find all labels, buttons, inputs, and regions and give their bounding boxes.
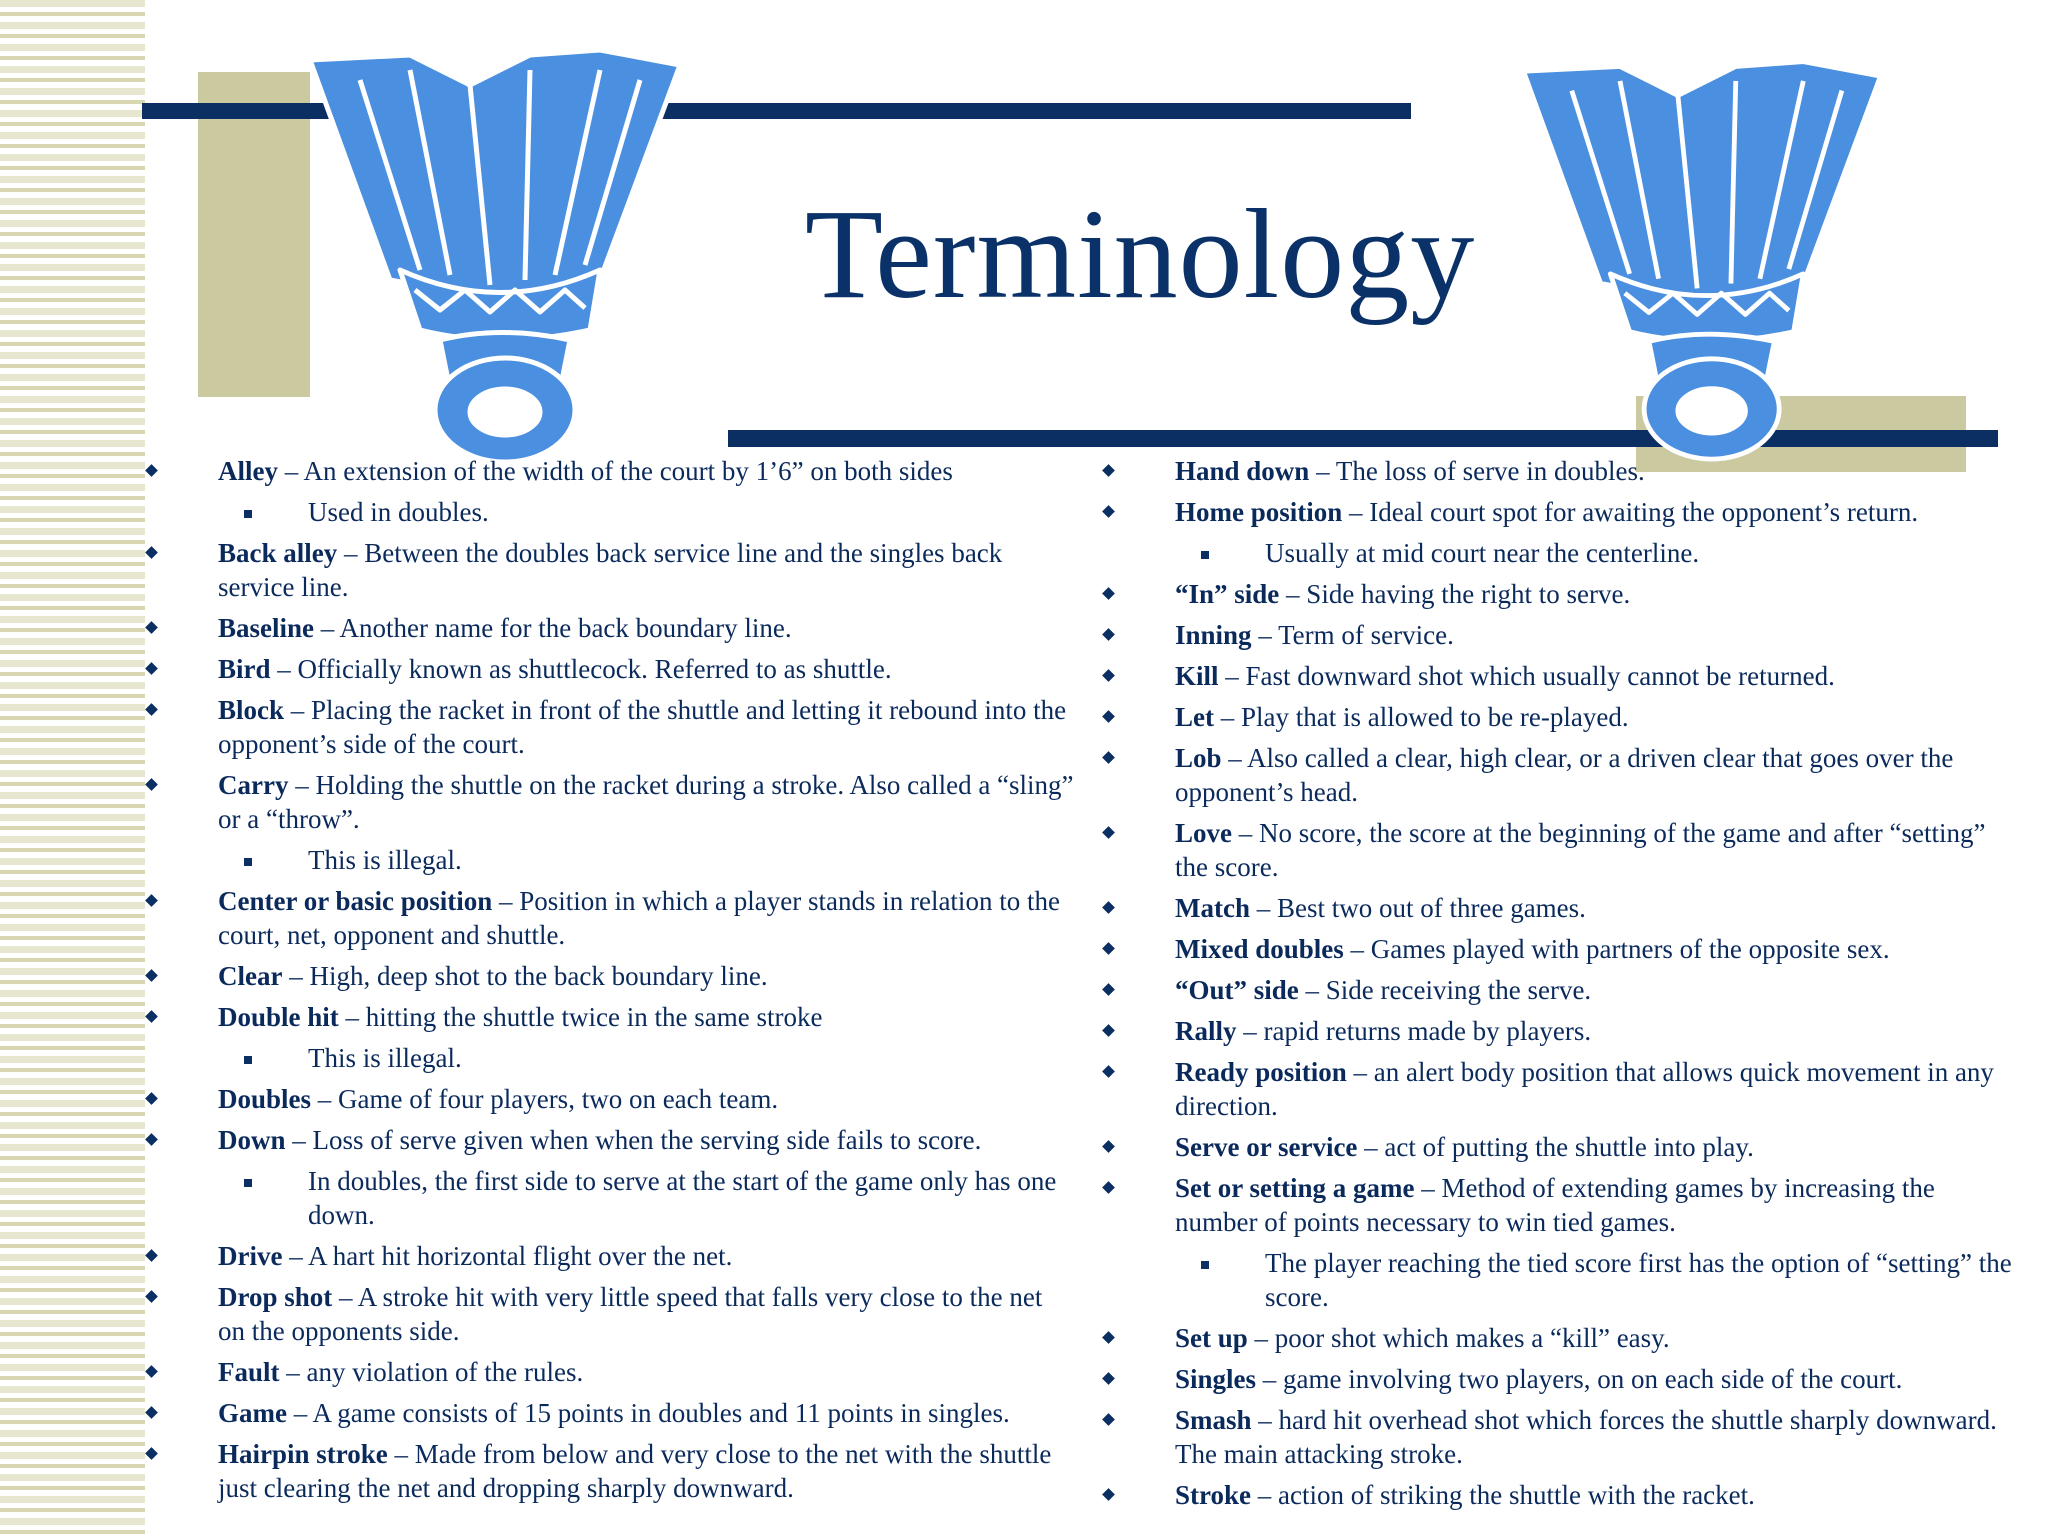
term-separator: – bbox=[1247, 1323, 1275, 1353]
term-item bbox=[1097, 932, 2017, 966]
term-name: Hairpin stroke bbox=[218, 1439, 388, 1469]
term-definition: Side having the right to serve. bbox=[1306, 579, 1631, 609]
term-item bbox=[140, 1396, 1075, 1430]
term-item bbox=[140, 884, 1075, 952]
term-separator: – bbox=[282, 1241, 308, 1271]
term-item bbox=[1097, 1171, 2017, 1239]
term-name: “Out” side bbox=[1175, 975, 1299, 1005]
term-name: Drop shot bbox=[218, 1282, 333, 1312]
term-definition: Placing the racket in front of the shuttle and letting it rebound into the opponent’s side of the court. bbox=[218, 695, 1067, 759]
term-separator: – bbox=[1249, 893, 1277, 923]
term-definition: Made from below and very close to the net with the shuttle just clearing the net and dropping sharply downward. bbox=[218, 1439, 1052, 1503]
term-name: Bird bbox=[218, 654, 271, 684]
diamond-bullet-icon bbox=[145, 894, 158, 907]
term-name: Mixed doubles bbox=[1175, 934, 1344, 964]
term-item bbox=[140, 536, 1075, 604]
page-title: Terminology bbox=[804, 183, 1476, 325]
term-separator: – bbox=[1218, 661, 1246, 691]
term-name: Carry bbox=[218, 770, 289, 800]
diamond-bullet-icon bbox=[1102, 983, 1115, 996]
term-name: Hand down bbox=[1175, 456, 1310, 486]
diamond-bullet-icon bbox=[1102, 628, 1115, 641]
diamond-bullet-icon bbox=[145, 778, 158, 791]
term-name: Doubles bbox=[218, 1084, 312, 1114]
sub-bullet-item bbox=[140, 495, 1075, 529]
sub-bullet-text: Usually at mid court near the centerline. bbox=[1265, 538, 1700, 568]
term-separator: – bbox=[1236, 1016, 1264, 1046]
term-definition: An extension of the width of the court by 1’6” on both sides bbox=[303, 456, 953, 486]
term-separator: – bbox=[1357, 1132, 1385, 1162]
term-item bbox=[140, 1123, 1075, 1157]
term-name: Center or basic position bbox=[218, 886, 493, 916]
term-definition: action of striking the shuttle with the racket. bbox=[1278, 1480, 1755, 1510]
left-stripe-decoration bbox=[0, 0, 145, 1536]
diamond-bullet-icon bbox=[1102, 464, 1115, 477]
term-item bbox=[1097, 741, 2017, 809]
diamond-bullet-icon bbox=[1102, 1488, 1115, 1501]
term-item bbox=[1097, 495, 2017, 529]
term-separator: – bbox=[1251, 1405, 1279, 1435]
shuttlecock-icon bbox=[300, 40, 690, 465]
term-definition: Game of four players, two on each team. bbox=[338, 1084, 779, 1114]
term-separator: – bbox=[1279, 579, 1307, 609]
term-separator: – bbox=[286, 1398, 313, 1428]
diamond-bullet-icon bbox=[1102, 1372, 1115, 1385]
term-definition: The loss of serve in doubles. bbox=[1335, 456, 1645, 486]
term-name: Lob bbox=[1175, 743, 1222, 773]
term-definition: Ideal court spot for awaiting the opponent’s return. bbox=[1369, 497, 1919, 527]
term-name: Down bbox=[218, 1125, 286, 1155]
term-definition: Games played with partners of the opposite sex. bbox=[1370, 934, 1890, 964]
diamond-bullet-icon bbox=[145, 1249, 158, 1262]
diamond-bullet-icon bbox=[1102, 1181, 1115, 1194]
diamond-bullet-icon bbox=[145, 969, 158, 982]
term-name: Smash bbox=[1175, 1405, 1252, 1435]
diamond-bullet-icon bbox=[145, 1290, 158, 1303]
term-definition: Position in which a player stands in relation to the court, net, opponent and shuttle. bbox=[218, 886, 1060, 950]
sub-bullet-text: This is illegal. bbox=[308, 1043, 462, 1073]
diamond-bullet-icon bbox=[145, 703, 158, 716]
term-item bbox=[1097, 1321, 2017, 1355]
diamond-bullet-icon bbox=[1102, 1413, 1115, 1426]
diamond-bullet-icon bbox=[145, 1365, 158, 1378]
term-item bbox=[140, 959, 1075, 993]
term-name: Match bbox=[1175, 893, 1250, 923]
sub-bullet-text: In doubles, the first side to serve at the start of the game only has one down. bbox=[308, 1166, 1057, 1230]
term-item bbox=[1097, 1478, 2017, 1512]
square-bullet-icon bbox=[244, 510, 252, 518]
term-definition: Side receiving the serve. bbox=[1325, 975, 1592, 1005]
term-item bbox=[1097, 816, 2017, 884]
term-name: “In” side bbox=[1175, 579, 1280, 609]
term-definition: Also called a clear, high clear, or a driven clear that goes over the opponent’s head. bbox=[1175, 743, 1954, 807]
term-definition: High, deep shot to the back boundary line. bbox=[309, 961, 768, 991]
term-definition: Method of extending games by increasing the number of points necessary to win tied games. bbox=[1175, 1173, 1935, 1237]
term-item bbox=[1097, 1055, 2017, 1123]
term-item bbox=[140, 1239, 1075, 1273]
diamond-bullet-icon bbox=[1102, 1331, 1115, 1344]
diamond-bullet-icon bbox=[1102, 710, 1115, 723]
sub-bullet-text: The player reaching the tied score first has the option of “setting” the score. bbox=[1265, 1248, 2012, 1312]
term-name: Clear bbox=[218, 961, 283, 991]
sub-bullet-item bbox=[1097, 1246, 2017, 1314]
term-definition: Officially known as shuttlecock. Referred to as shuttle. bbox=[297, 654, 892, 684]
diamond-bullet-icon bbox=[1102, 1140, 1115, 1153]
term-item bbox=[1097, 973, 2017, 1007]
term-item bbox=[1097, 700, 2017, 734]
sub-bullet-item bbox=[140, 843, 1075, 877]
term-definition: act of putting the shuttle into play. bbox=[1384, 1132, 1754, 1162]
sub-bullet-item bbox=[140, 1041, 1075, 1075]
term-separator: – bbox=[278, 456, 304, 486]
term-separator: – bbox=[1298, 975, 1326, 1005]
term-definition: hard hit overhead shot which forces the shuttle sharply downward. The main attacking stroke. bbox=[1175, 1405, 1997, 1469]
term-separator: – bbox=[337, 538, 365, 568]
term-name: Set or setting a game bbox=[1175, 1173, 1415, 1203]
term-name: Alley bbox=[218, 456, 278, 486]
term-definition: A stroke hit with very little speed that falls very close to the net on the opponents side. bbox=[218, 1282, 1043, 1346]
term-separator: – bbox=[284, 695, 312, 725]
term-item bbox=[1097, 1014, 2017, 1048]
term-separator: – bbox=[314, 613, 340, 643]
terms-column-right bbox=[1097, 454, 2017, 1519]
term-item bbox=[140, 1437, 1075, 1505]
term-definition: any violation of the rules. bbox=[306, 1357, 584, 1387]
term-separator: – bbox=[1346, 1057, 1374, 1087]
term-name: Back alley bbox=[218, 538, 338, 568]
term-item bbox=[140, 1082, 1075, 1116]
term-name: Double hit bbox=[218, 1002, 339, 1032]
term-separator: – bbox=[1342, 497, 1370, 527]
term-item bbox=[1097, 577, 2017, 611]
diamond-bullet-icon bbox=[145, 1092, 158, 1105]
diamond-bullet-icon bbox=[1102, 826, 1115, 839]
term-item bbox=[1097, 1403, 2017, 1471]
term-item bbox=[1097, 1130, 2017, 1164]
term-item bbox=[1097, 618, 2017, 652]
diamond-bullet-icon bbox=[145, 662, 158, 675]
square-bullet-icon bbox=[244, 1056, 252, 1064]
term-separator: – bbox=[1251, 1480, 1279, 1510]
term-item bbox=[140, 1000, 1075, 1034]
diamond-bullet-icon bbox=[1102, 751, 1115, 764]
term-definition: rapid returns made by players. bbox=[1263, 1016, 1592, 1046]
term-item bbox=[140, 1280, 1075, 1348]
term-separator: – bbox=[285, 1125, 313, 1155]
term-definition: A hart hit horizontal flight over the net. bbox=[307, 1241, 733, 1271]
term-definition: poor shot which makes a “kill” easy. bbox=[1274, 1323, 1670, 1353]
term-name: Game bbox=[218, 1398, 287, 1428]
term-name: Fault bbox=[218, 1357, 280, 1387]
diamond-bullet-icon bbox=[145, 1133, 158, 1146]
term-name: Block bbox=[218, 695, 285, 725]
term-item bbox=[1097, 1362, 2017, 1396]
term-name: Let bbox=[1175, 702, 1214, 732]
term-name: Drive bbox=[218, 1241, 283, 1271]
term-separator: – bbox=[1221, 743, 1248, 773]
sub-bullet-text: This is illegal. bbox=[308, 845, 462, 875]
term-definition: Loss of serve given when when the serving side fails to score. bbox=[312, 1125, 982, 1155]
sub-bullet-item bbox=[1097, 536, 2017, 570]
term-definition: hitting the shuttle twice in the same stroke bbox=[365, 1002, 823, 1032]
term-separator: – bbox=[1256, 1364, 1284, 1394]
diamond-bullet-icon bbox=[145, 1447, 158, 1460]
term-name: Serve or service bbox=[1175, 1132, 1358, 1162]
shuttlecock-icon bbox=[1512, 52, 1892, 462]
term-item bbox=[140, 693, 1075, 761]
diamond-bullet-icon bbox=[1102, 505, 1115, 518]
diamond-bullet-icon bbox=[1102, 1065, 1115, 1078]
term-name: Kill bbox=[1175, 661, 1219, 691]
sub-bullet-item bbox=[140, 1164, 1075, 1232]
term-definition: an alert body position that allows quick movement in any direction. bbox=[1175, 1057, 1994, 1121]
term-name: Love bbox=[1175, 818, 1232, 848]
term-name: Rally bbox=[1175, 1016, 1237, 1046]
term-definition: Term of service. bbox=[1278, 620, 1454, 650]
term-definition: Best two out of three games. bbox=[1276, 893, 1586, 923]
term-separator: – bbox=[1213, 702, 1241, 732]
term-definition: Between the doubles back service line and the singles back service line. bbox=[218, 538, 1003, 602]
term-definition: Another name for the back boundary line. bbox=[339, 613, 792, 643]
diamond-bullet-icon bbox=[1102, 587, 1115, 600]
sub-bullet-text: Used in doubles. bbox=[308, 497, 489, 527]
term-name: Baseline bbox=[218, 613, 315, 643]
diamond-bullet-icon bbox=[145, 464, 158, 477]
diamond-bullet-icon bbox=[1102, 669, 1115, 682]
terms-column-left bbox=[140, 454, 1075, 1512]
term-separator: – bbox=[387, 1439, 415, 1469]
term-definition: Fast downward shot which usually cannot be returned. bbox=[1245, 661, 1835, 691]
term-separator: – bbox=[332, 1282, 358, 1312]
term-name: Set up bbox=[1175, 1323, 1248, 1353]
term-definition: A game consists of 15 points in doubles and 11 points in singles. bbox=[312, 1398, 1010, 1428]
term-separator: – bbox=[270, 654, 298, 684]
term-separator: – bbox=[1251, 620, 1279, 650]
term-separator: – bbox=[1309, 456, 1336, 486]
term-separator: – bbox=[282, 961, 310, 991]
diamond-bullet-icon bbox=[1102, 1024, 1115, 1037]
term-item bbox=[1097, 891, 2017, 925]
term-item bbox=[140, 1355, 1075, 1389]
diamond-bullet-icon bbox=[1102, 901, 1115, 914]
term-item bbox=[140, 454, 1075, 488]
term-separator: – bbox=[338, 1002, 366, 1032]
term-separator: – bbox=[279, 1357, 307, 1387]
square-bullet-icon bbox=[1201, 1261, 1209, 1269]
term-name: Ready position bbox=[1175, 1057, 1347, 1087]
diamond-bullet-icon bbox=[1102, 942, 1115, 955]
term-item bbox=[140, 611, 1075, 645]
square-bullet-icon bbox=[244, 1179, 252, 1187]
term-separator: – bbox=[1414, 1173, 1442, 1203]
term-separator: – bbox=[1343, 934, 1371, 964]
diamond-bullet-icon bbox=[145, 1406, 158, 1419]
diamond-bullet-icon bbox=[145, 1010, 158, 1023]
term-name: Home position bbox=[1175, 497, 1343, 527]
term-separator: – bbox=[1232, 818, 1259, 848]
square-bullet-icon bbox=[244, 858, 252, 866]
term-definition: Play that is allowed to be re-played. bbox=[1240, 702, 1629, 732]
term-separator: – bbox=[492, 886, 520, 916]
term-name: Singles bbox=[1175, 1364, 1257, 1394]
term-separator: – bbox=[288, 770, 316, 800]
term-item bbox=[140, 652, 1075, 686]
diamond-bullet-icon bbox=[145, 546, 158, 559]
term-definition: Holding the shuttle on the racket during a stroke. Also called a “sling” or a “throw”. bbox=[218, 770, 1074, 834]
term-item bbox=[140, 768, 1075, 836]
term-item bbox=[1097, 454, 2017, 488]
diamond-bullet-icon bbox=[145, 621, 158, 634]
term-definition: No score, the score at the beginning of the game and after “setting” the score. bbox=[1175, 818, 1986, 882]
term-separator: – bbox=[311, 1084, 339, 1114]
term-definition: game involving two players, on on each side of the court. bbox=[1283, 1364, 1903, 1394]
term-name: Inning bbox=[1175, 620, 1252, 650]
term-item bbox=[1097, 659, 2017, 693]
term-name: Stroke bbox=[1175, 1480, 1252, 1510]
khaki-block-left bbox=[198, 72, 310, 397]
square-bullet-icon bbox=[1201, 551, 1209, 559]
